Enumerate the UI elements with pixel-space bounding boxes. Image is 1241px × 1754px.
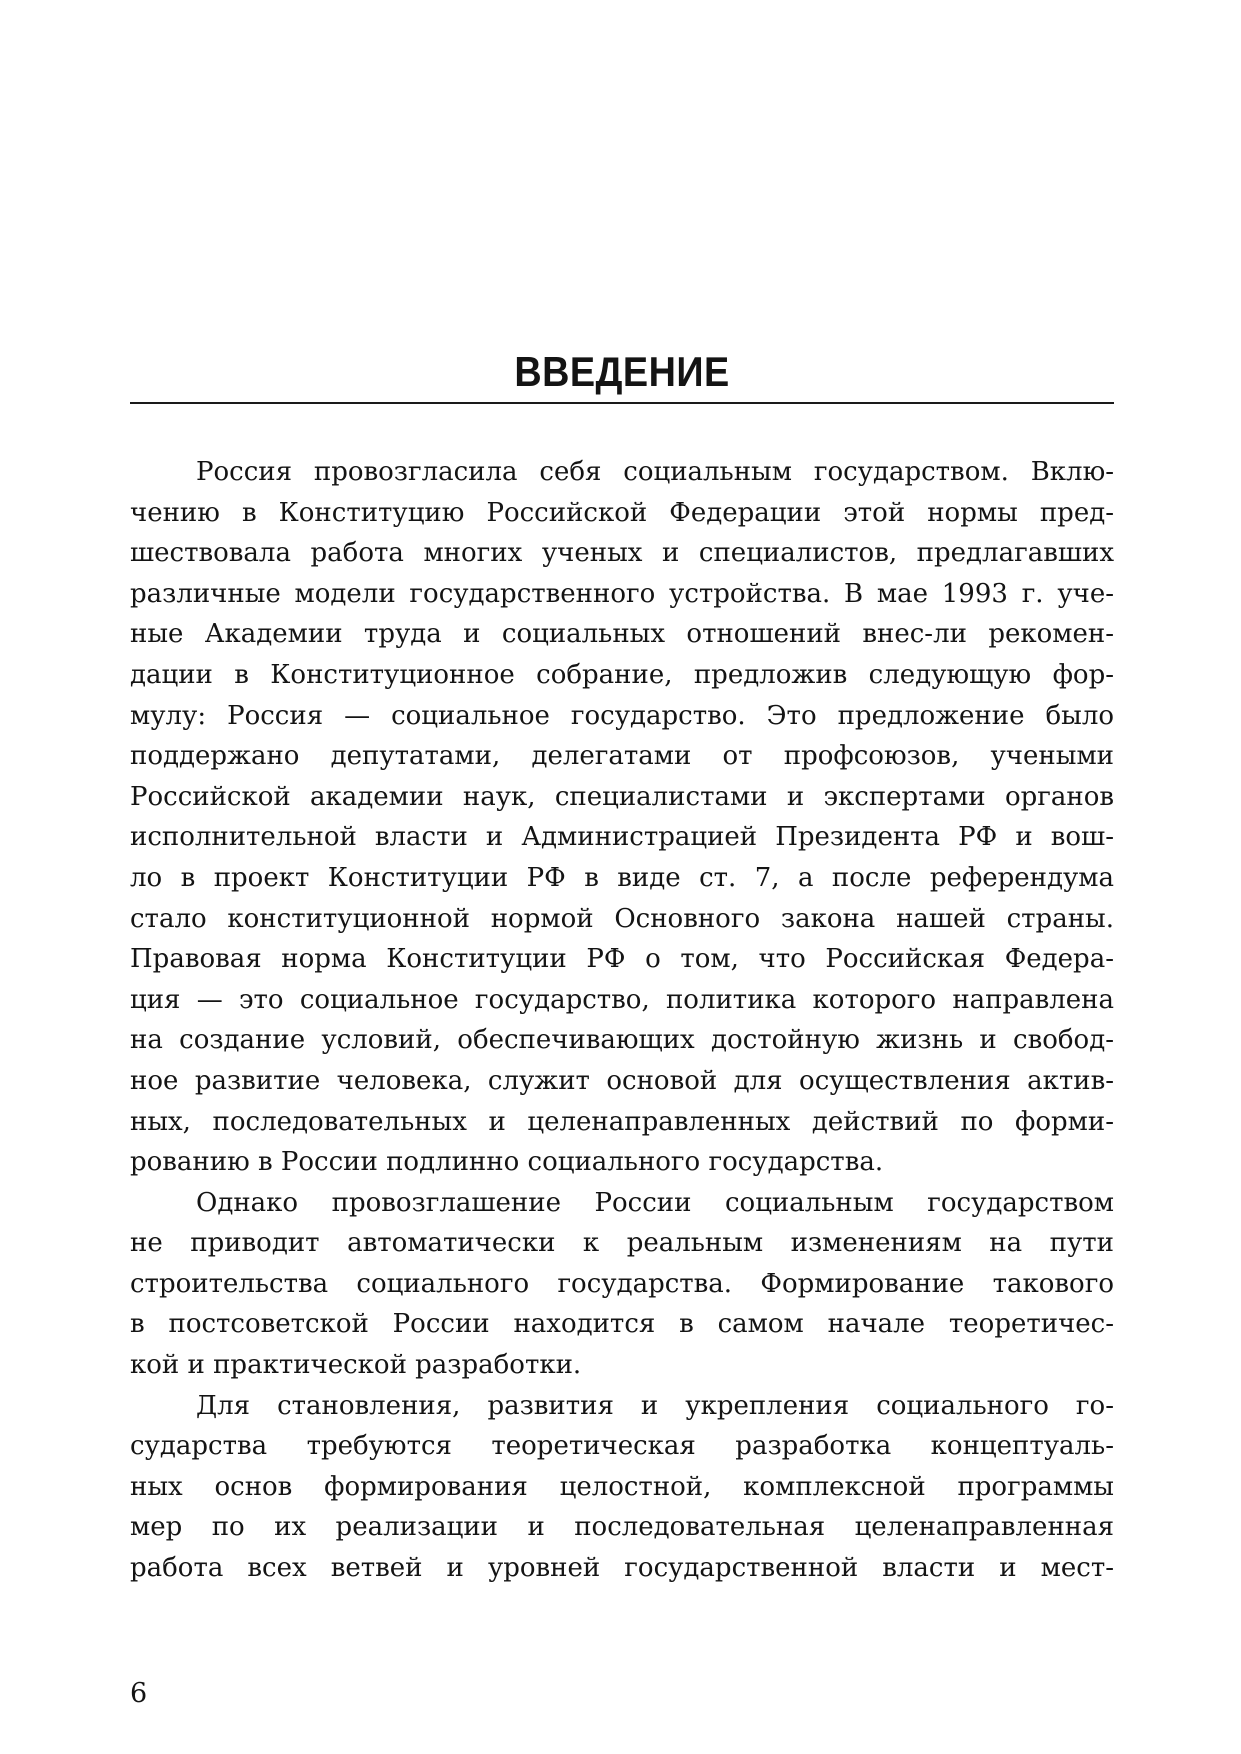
text-line: ные Академии труда и социальных отношений внес-ли рекомен- bbox=[130, 619, 1114, 650]
text-line: Россия провозгласила себя социальным государством. Вклю- bbox=[196, 457, 1114, 487]
text-line: сударства требуются теоретическая разработка концептуаль- bbox=[130, 1431, 1114, 1462]
text-line: строительства социального государства. Формирование такового bbox=[130, 1268, 1114, 1299]
text-line: ло в проект Конституции РФ в виде ст. 7, а после референдума bbox=[130, 862, 1114, 893]
text-line: Однако провозглашение России социальным государством bbox=[196, 1187, 1114, 1218]
text-line: ное развитие человека, служит основой для осуществления актив- bbox=[130, 1065, 1114, 1096]
heading-rule bbox=[130, 402, 1114, 404]
text-line: Для становления, развития и укрепления социального го- bbox=[196, 1390, 1114, 1421]
text-line: дации в Конституционное собрание, предложив следующую фор- bbox=[130, 659, 1114, 690]
text-line: мер по их реализации и последовательная целенаправленная bbox=[130, 1512, 1114, 1543]
text-line: работа всех ветвей и уровней государственной власти и мест- bbox=[130, 1553, 1114, 1584]
text-line: исполнительной власти и Администрацией Президента РФ и вош- bbox=[130, 822, 1114, 853]
text-line: Правовая норма Конституции РФ о том, что Российская Федера- bbox=[130, 944, 1114, 975]
text-line: в постсоветской России находится в самом начале теоретичес- bbox=[130, 1309, 1114, 1340]
text-line: Российской академии наук, специалистами и экспертами органов bbox=[130, 781, 1114, 812]
text-line: поддержано депутатами, делегатами от профсоюзов, учеными bbox=[130, 741, 1114, 772]
text-line: рованию в России подлинно социального государства. bbox=[130, 1147, 884, 1178]
text-line: шествовала работа многих ученых и специалистов, предлагавших bbox=[130, 538, 1114, 569]
text-line: на создание условий, обеспечивающих достойную жизнь и свобод- bbox=[130, 1025, 1114, 1056]
text-line: мулу: Россия — социальное государство. Это предложение было bbox=[130, 700, 1114, 731]
text-line: чению в Конституцию Российской Федерации этой нормы пред- bbox=[130, 497, 1114, 528]
chapter-heading: ВВЕДЕНИЕ bbox=[514, 348, 730, 395]
text-line: стало конституционной нормой Основного закона нашей страны. bbox=[130, 903, 1114, 934]
text-line: ных основ формирования целостной, комплексной программы bbox=[130, 1471, 1114, 1502]
text-line: ных, последовательных и целенаправленных действий по форми- bbox=[130, 1106, 1114, 1137]
text-line: кой и практической разработки. bbox=[130, 1350, 582, 1381]
body-text bbox=[130, 452, 1114, 1589]
page-number: 6 bbox=[130, 1678, 148, 1709]
text-line: ция — это социальное государство, политика которого направлена bbox=[130, 984, 1114, 1015]
text-line: различные модели государственного устройства. В мае 1993 г. уче- bbox=[130, 578, 1114, 609]
text-line: не приводит автоматически к реальным изменениям на пути bbox=[130, 1228, 1114, 1259]
